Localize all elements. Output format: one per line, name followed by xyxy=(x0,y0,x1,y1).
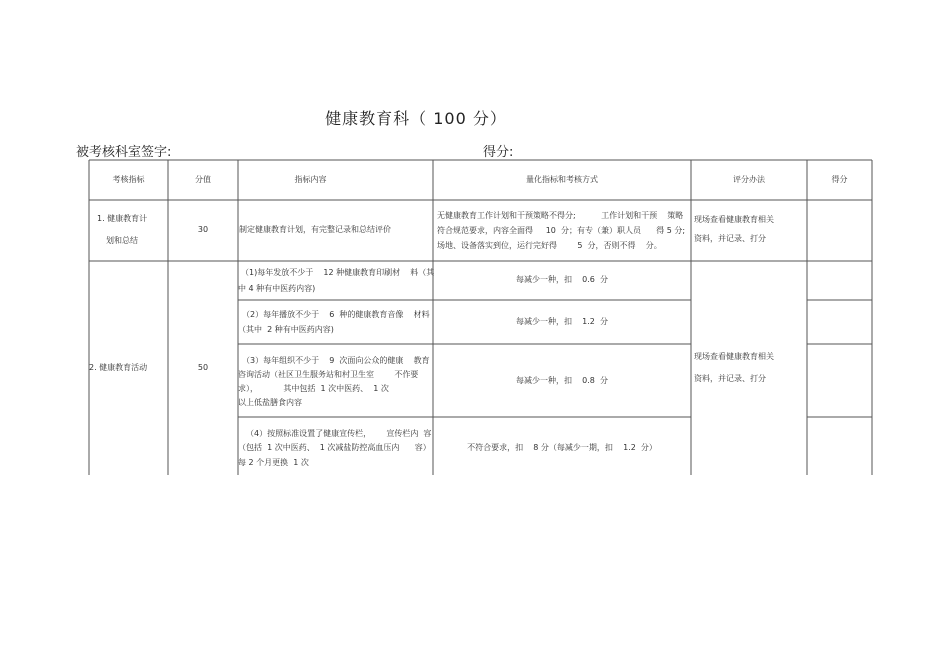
item3-content-line2: 咨询活动（社区卫生服务站和村卫生室 不作要 xyxy=(238,370,419,379)
item2-content-line1: （2）每年播放不少于 6 种的健康教育音像 材料 xyxy=(242,310,430,319)
item1-content-line1: （1)每年发放不少于 12 种健康教育印刷材 料（其 xyxy=(241,268,435,277)
row2-method-line1: 现场查看健康教育相关 xyxy=(694,352,774,361)
row1-indicator-line2: 划和总结 xyxy=(106,236,138,245)
header-content: 指标内容 xyxy=(294,175,327,184)
item3-quant: 每减少一种，扣 0.8 分 xyxy=(516,376,608,385)
row1-quant-line2: 符合规范要求，内容全面得 10 分；有专（兼）职人员 得 5 分; xyxy=(437,226,686,235)
row1-indicator-line1: 1. 健康教育计 xyxy=(97,214,148,223)
header-quant: 量化指标和考核方式 xyxy=(526,175,598,184)
page-title: 健康教育科（ 100 分） xyxy=(325,109,507,128)
item4-content-line3: 每 2 个月更换 1 次 xyxy=(238,458,309,467)
item4-content-line2: （包括 1 次中医药、 1 次减盐防控高血压内 容） xyxy=(238,443,431,452)
item1-content-line2: 中 4 种有中医药内容) xyxy=(238,284,316,293)
row1-quant-line1: 无健康教育工作计划和干预策略不得分; 工作计划和干预 策略 xyxy=(437,211,684,220)
item3-content-line4: 以上低盐膳食内容 xyxy=(238,398,302,407)
item2-content-line2: （其中 2 种有中医药内容) xyxy=(238,325,334,334)
row2-method-line2: 资料，并记录、打分 xyxy=(694,374,766,383)
row1-quant-line3: 场地、设备落实到位，运行完好得 5 分，否则不得 分。 xyxy=(437,241,662,250)
score-label: 得分: xyxy=(483,145,514,160)
header-indicator: 考核指标 xyxy=(112,175,145,184)
item2-quant: 每减少一种，扣 1.2 分 xyxy=(516,317,608,326)
row1-method-line2: 资料，并记录、打分 xyxy=(694,234,766,243)
header-score: 得分 xyxy=(831,175,848,184)
signature-label: 被考核科室签字: xyxy=(76,145,172,160)
item4-content-line1: （4）按照标准设置了健康宣传栏， 宣传栏内 容 xyxy=(246,429,432,438)
row1-content: 制定健康教育计划，有完整记录和总结评价 xyxy=(239,225,391,234)
row1-points: 30 xyxy=(197,225,209,234)
item4-quant: 不符合要求，扣 8 分（每减少一期，扣 1.2 分） xyxy=(467,443,657,452)
item3-content-line3: 求）， 其中包括 1 次中医药、 1 次 xyxy=(238,384,389,393)
header-method: 评分办法 xyxy=(733,175,765,184)
item3-content-line1: （3）每年组织不少于 9 次面向公众的健康 教育 xyxy=(242,356,430,365)
row2-points: 50 xyxy=(197,363,209,372)
row2-indicator: 2. 健康教育活动 xyxy=(89,363,148,372)
header-points: 分值 xyxy=(195,175,211,184)
item1-quant: 每减少一种，扣 0.6 分 xyxy=(516,275,608,284)
row1-method-line1: 现场查看健康教育相关 xyxy=(694,215,774,224)
